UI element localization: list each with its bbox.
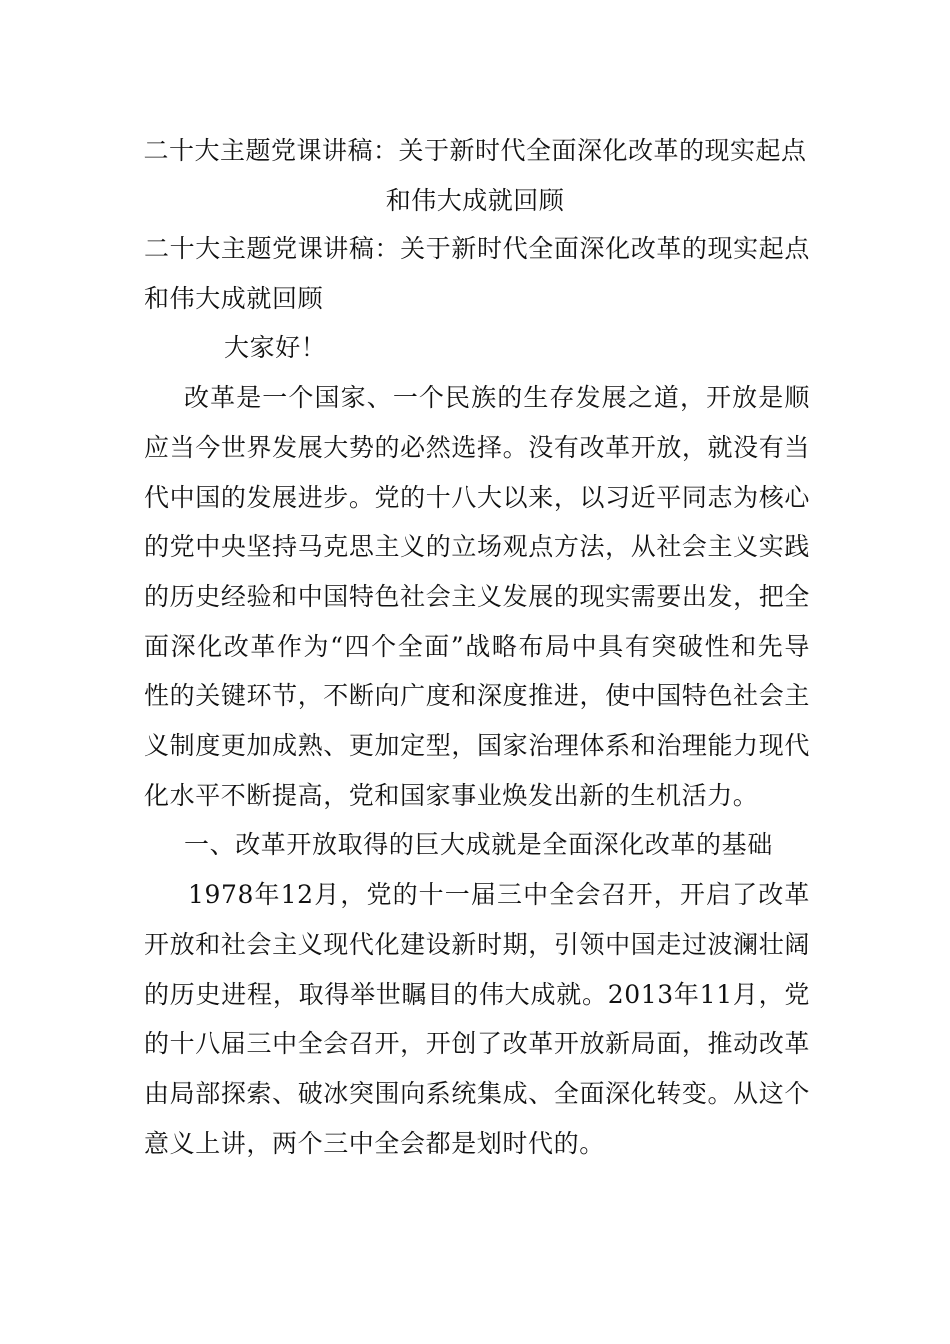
document-title: 二十大主题党课讲稿：关于新时代全面深化改革的现实起点和伟大成就回顾 bbox=[143, 136, 807, 215]
section-heading: 一、改革开放取得的巨大成就是全面深化改革的基础 bbox=[184, 830, 773, 860]
paragraph-intro: 改革是一个国家、一个民族的生存发展之道，开放是顺应当今世界发展大势的必然选择。没有改革开放，就没有当代中国的发展进步。党的十八大以来，以习近平同志为核心的党中央坚持马克思主义的立场观点方法，从社会主义实践的历史经验和中国特色社会主义发展的现实需要出发，把全面深化改革作为“四个全面”战略布局中具有突破性和先导性的关键环节，不断向广度和深度推进，使中国特色社会主义制度更加成熟、更加定型，国家治理体系和治理能力现代化水平不断提高，党和国家事业焕发出新的生机活力。 bbox=[144, 383, 810, 810]
greeting: 大家好！ bbox=[224, 333, 327, 363]
document-subtitle: 二十大主题党课讲稿：关于新时代全面深化改革的现实起点和伟大成就回顾 bbox=[144, 234, 810, 313]
document-body bbox=[144, 224, 810, 1168]
paragraph-history: 1978年12月，党的十一届三中全会召开，开启了改革开放和社会主义现代化建设新时期，引领中国走过波澜壮阔的历史进程，取得举世瞩目的伟大成就。2013年11月，党的十八届三中全会召开，开创了改革开放新局面，推动改革由局部探索、破冰突围向系统集成、全面深化转变。从这个意义上讲，两个三中全会都是划时代的。 bbox=[144, 880, 810, 1158]
